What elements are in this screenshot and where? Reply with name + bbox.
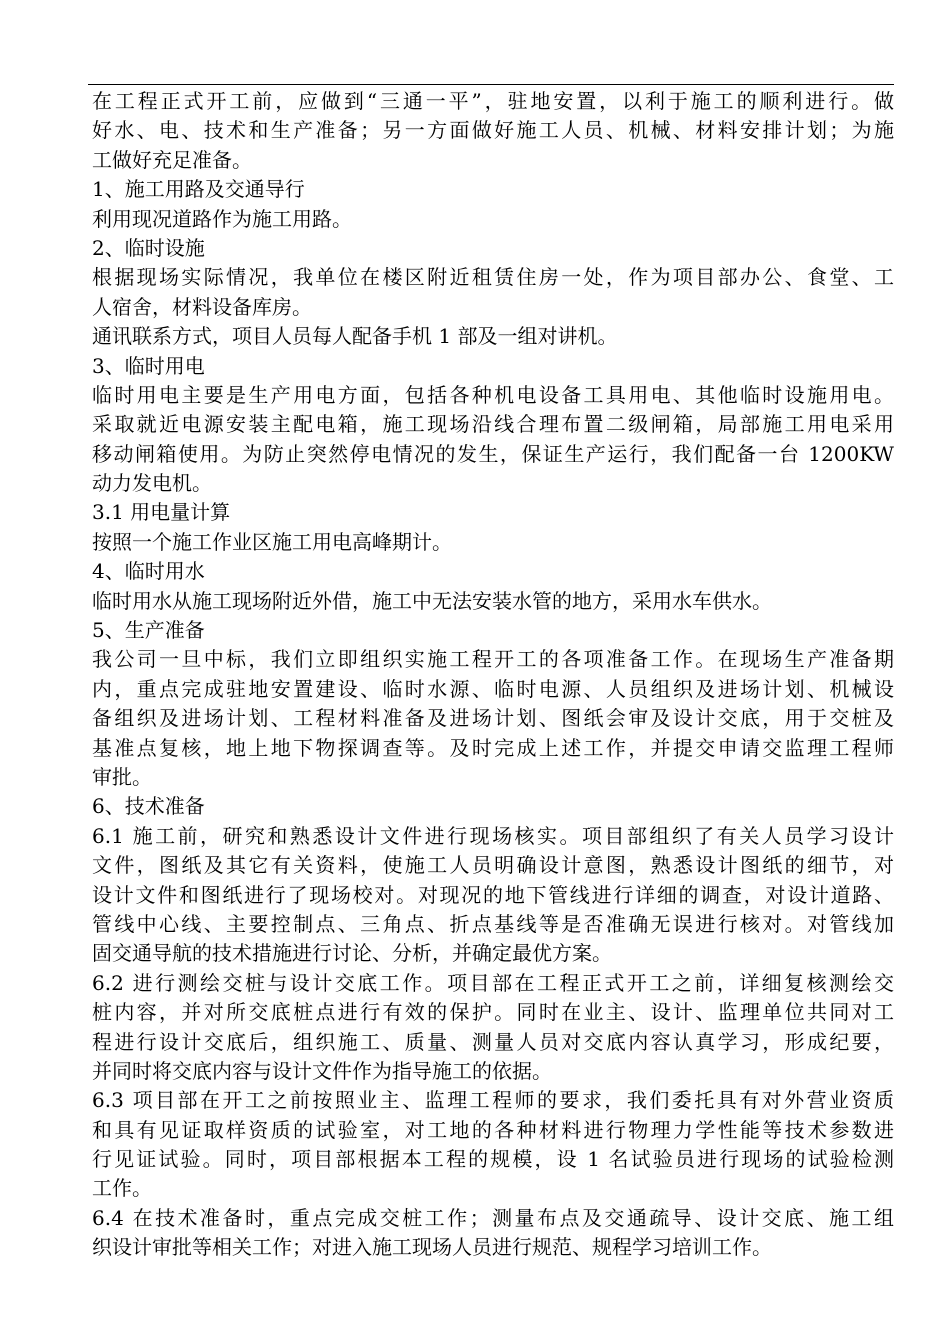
text-line: 我公司一旦中标，我们立即组织实施工程开工的各项准备工作。在现场生产准备期 — [92, 647, 894, 672]
document-body — [92, 87, 894, 1263]
text-line: 3.1 用电量计算 — [92, 500, 231, 525]
text-line: 行见证试验。同时，项目部根据本工程的规模，设 1 名试验员进行现场的试验检测 — [92, 1147, 894, 1172]
text-line: 工做好充足准备。 — [92, 147, 252, 172]
text-line: 在工程正式开工前，应做到“三通一平”，驻地安置，以利于施工的顺利进行。做 — [92, 89, 894, 113]
text-line: 6.1 施工前，研究和熟悉设计文件进行现场核实。项目部组织了有关人员学习设计 — [92, 823, 894, 848]
text-line: 基准点复核，地上地下物探调查等。及时完成上述工作，并提交申请交监理工程师 — [92, 735, 894, 760]
text-line: 5、生产准备 — [92, 618, 205, 643]
text-line: 1、施工用路及交通导行 — [92, 177, 305, 202]
text-line: 根据现场实际情况，我单位在楼区附近租赁住房一处，作为项目部办公、食堂、工 — [92, 265, 894, 290]
text-line: 好水、电、技术和生产准备；另一方面做好施工人员、机械、材料安排计划；为施 — [92, 118, 894, 143]
text-line: 人宿舍，材料设备库房。 — [92, 294, 312, 319]
text-line: 3、临时用电 — [92, 353, 205, 378]
text-line: 6.2 进行测绘交桩与设计交底工作。项目部在工程正式开工之前，详细复核测绘交 — [92, 970, 894, 995]
text-line: 桩内容，并对所交底桩点进行有效的保护。同时在业主、设计、监理单位共同对工 — [92, 1000, 894, 1025]
text-line: 动力发电机。 — [92, 471, 212, 496]
text-line: 程进行设计交底后，组织施工、质量、测量人员对交底内容认真学习，形成纪要， — [92, 1029, 894, 1054]
text-line: 工作。 — [92, 1176, 152, 1201]
text-line: 临时用电主要是生产用电方面，包括各种机电设备工具用电、其他临时设施用电。 — [92, 382, 894, 407]
text-line: 设计文件和图纸进行了现场校对。对现况的地下管线进行详细的调查，对设计道路、 — [92, 882, 894, 907]
text-line: 备组织及进场计划、工程材料准备及进场计划、图纸会审及设计交底，用于交桩及 — [92, 706, 894, 731]
text-line: 内，重点完成驻地安置建设、临时水源、临时电源、人员组织及进场计划、机械设 — [92, 676, 894, 701]
text-line: 织设计审批等相关工作；对进入施工现场人员进行规范、规程学习培训工作。 — [92, 1235, 772, 1260]
text-line: 按照一个施工作业区施工用电高峰期计。 — [92, 529, 452, 554]
text-line: 4、临时用水 — [92, 559, 205, 584]
text-line: 2、临时设施 — [92, 235, 205, 260]
text-line: 并同时将交底内容与设计文件作为指导施工的依据。 — [92, 1058, 552, 1083]
text-line: 6、技术准备 — [92, 794, 205, 819]
text-line: 和具有见证取样资质的试验室，对工地的各种材料进行物理力学性能等技术参数进 — [92, 1117, 894, 1142]
text-line: 6.4 在技术准备时，重点完成交桩工作；测量布点及交通疏导、设计交底、施工组 — [92, 1205, 894, 1230]
text-line: 审批。 — [92, 764, 152, 789]
text-line: 6.3 项目部在开工之前按照业主、监理工程师的要求，我们委托具有对外营业资质 — [92, 1088, 894, 1113]
text-line: 移动闸箱使用。为防止突然停电情况的发生，保证生产运行，我们配备一台 1200KW — [92, 441, 894, 466]
text-line: 通讯联系方式，项目人员每人配备手机 1 部及一组对讲机。 — [92, 324, 618, 349]
text-line: 固交通导航的技术措施进行讨论、分析，并确定最优方案。 — [92, 941, 612, 966]
text-line: 文件，图纸及其它有关资料，使施工人员明确设计意图，熟悉设计图纸的细节，对 — [92, 853, 894, 878]
text-line: 利用现况道路作为施工用路。 — [92, 206, 352, 231]
header-rule — [88, 84, 894, 85]
text-line: 临时用水从施工现场附近外借，施工中无法安装水管的地方，采用水车供水。 — [92, 588, 772, 613]
text-line: 管线中心线、主要控制点、三角点、折点基线等是否准确无误进行核对。对管线加 — [92, 911, 894, 936]
text-line: 采取就近电源安装主配电箱，施工现场沿线合理布置二级闸箱，局部施工用电采用 — [92, 412, 894, 437]
